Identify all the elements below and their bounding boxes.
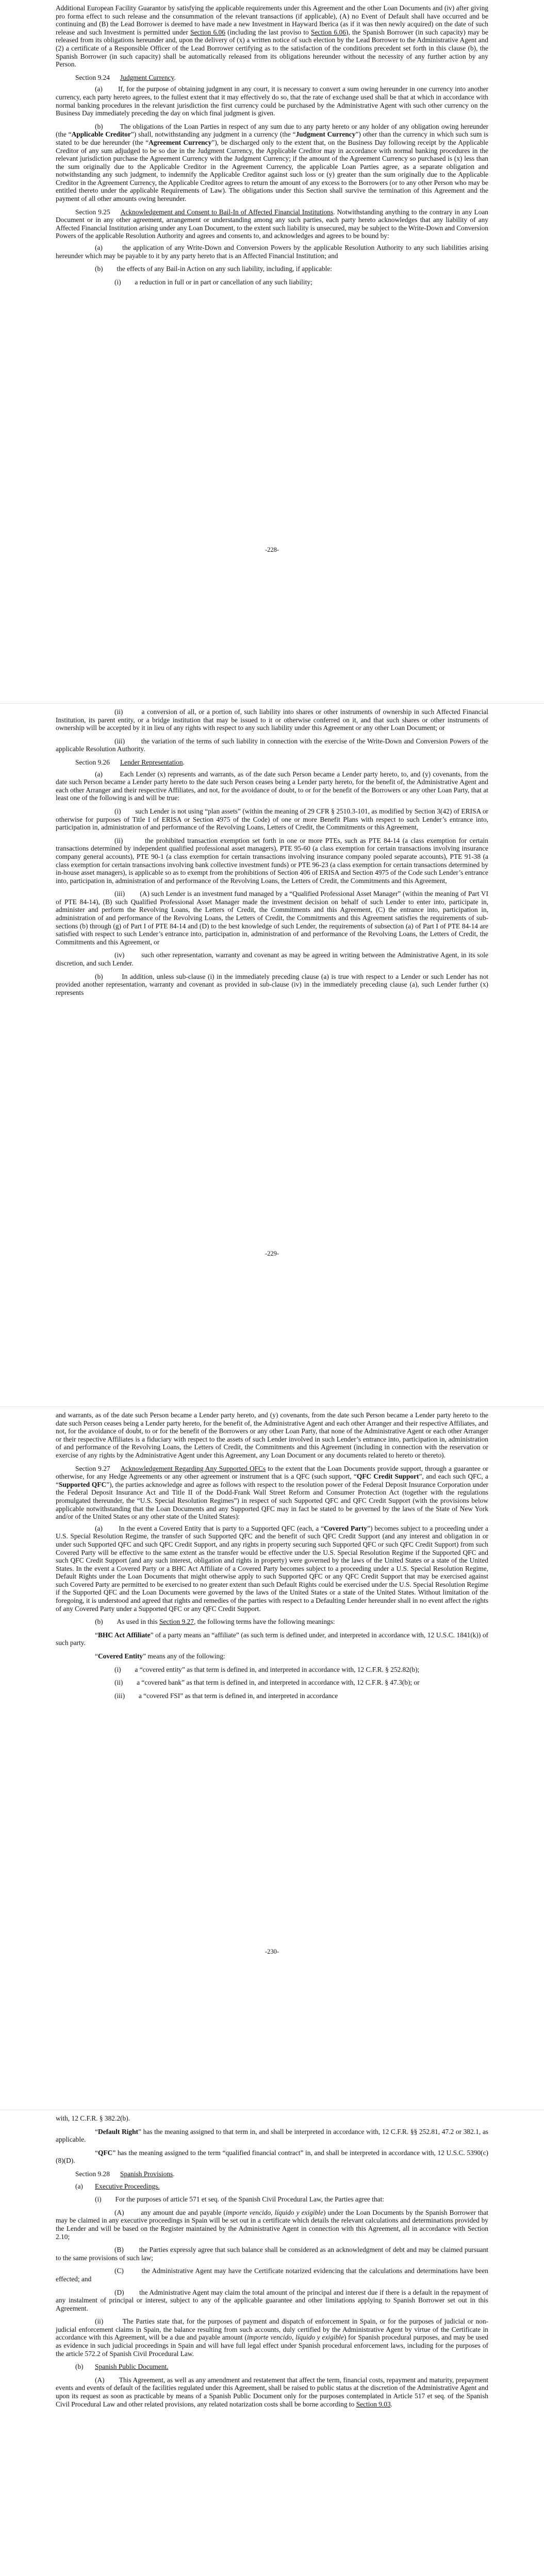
page-number: -229- <box>265 1250 279 1257</box>
paragraph: (iii) the variation of the terms of such liability in connection with the exercise of the Write-Down and Conversion Powers of the applicable Resolution Authority. <box>56 737 488 753</box>
document-page <box>0 703 544 1406</box>
paragraph: (b) In addition, unless sub-clause (i) in the immediately preceding clause (a) is true with respect to a Lender or such Lender has not provided another representation, warranty and covenant as provided in sub-clause (iv) in the immediately preceding clause (a), such Lender further (x) represents <box>56 972 488 996</box>
paragraph: (a) In the event a Covered Entity that is party to a Supported QFC (each, a “Covered Party”) becomes subject to a proceeding under a U.S. Special Resolution Regime, the transfer of such Supported QFC and the benefit of such QFC Credit Support (and any interest and obligation in or under such Supported QFC and such QFC Credit Support, and any rights in property securing such Supported QFC or such QFC Credit Support) from such Covered Party will be effective to the same extent as the transfer would be effective under the U.S. Special Resolution Regime if the Supported QFC and such QFC Credit Support (and any such interest, obligation and rights in property) were governed by the laws of the United States or a state of the United States. In the event a Covered Party or a BHC Act Affiliate of a Covered Party becomes subject to a proceeding under a U.S. Special Resolution Regime, Default Rights under the Loan Documents that might otherwise apply to such Supported QFC or any QFC Credit Support that may be exercised against such Covered Party are permitted to be exercised to no greater extent than such Default Rights could be exercised under the U.S. Special Resolution Regime if the Supported QFC and the Loan Documents were governed by the laws of the United States or a state of the United States. Without limitation of the foregoing, it is understood and agreed that rights and remedies of the parties with respect to a Defaulting Lender hereunder shall in no event affect the rights of any Covered Party under a Supported QFC or any QFC Credit Support. <box>56 1524 489 1613</box>
section-title: Acknowledgement and Consent to Bail-In of Affected Financial Institutions <box>120 208 334 216</box>
paragraph: (iii) (A) such Lender is an investment fund managed by a “Qualified Professional Asset Manager” (within the meaning of Part VI of PTE 84-14), (B) such Qualified Professional Asset Manager made the investment decision on behalf of such Lender to enter into, participate in, administer and perform the Revolving Loans, the Letters of Credit, the Commitments and this Agreement, (C) the entrance into, participation in, administration of and performance of the Revolving Loans, the Letters of Credit, the Commitments and this Agreement satisfies the requirements of sub-sections (b) through (g) of Part I of PTE 84-14 and (D) to the best knowledge of such Lender, the requirements of subsection (a) of Part I of PTE 84-14 are satisfied with respect to such Lender’s entrance into, participation in, administration of and performance of the Revolving Loans, the Letters of Credit, the Commitments and this Agreement, or <box>56 890 488 946</box>
document-page <box>0 2110 544 2576</box>
paragraph: (i) a “covered entity” as that term is defined in, and interpreted in accordance with, 12 C.F.R. § 252.82(b); <box>114 1665 420 1673</box>
paragraph: (a) the application of any Write-Down and Conversion Powers by the applicable Resolution Authority to any such liabilities arising hereunder which may be payable to it by any party hereto that is an Affected Financial Institution; and <box>56 244 488 260</box>
paragraph: (A) This Agreement, as well as any amendment and restatement that affect the term, financial costs, repayment and maturity, prepayment events and events of default of the facilities regulated under this Agreement, shall be raised to public status at the discretion of the Administrative Agent and upon its request as soon as practicable by means of a Spanish Public Document only for the purposes contemplated in Article 517 et seq. of the Spanish Civil Procedural Law and other related provisions, any related notarization costs shall be borne according to Section 9.03. <box>56 2376 488 2408</box>
section-heading-text: . <box>174 73 176 81</box>
paragraph: (D) the Administrative Agent may claim the total amount of the principal and interest due if there is a default in the repayment of any instalment of principal or interest, subject to any of the applicable guarantee and other limitations applying to Spanish Borrower set out in this Agreement. <box>56 2288 488 2312</box>
section-number: Section 9.24 <box>75 73 110 81</box>
paragraph: (ii) a “covered bank” as that term is defined in, and interpreted in accordance with, 12 C.F.R. § 47.3(b); or <box>114 1679 420 1687</box>
section-heading <box>56 758 488 767</box>
section-heading <box>56 1465 488 1521</box>
page-number: -230- <box>265 1948 279 1955</box>
paragraph: “QFC” has the meaning assigned to the term “qualified financial contract” in, and shall be interpreted in accordance with, 12 U.S.C. 5390(c)(8)(D). <box>56 2148 488 2165</box>
paragraph: (b) The obligations of the Loan Parties in respect of any sum due to any party hereto or any holder of any obligation owing hereunder (the “Applicable Creditor”) shall, notwithstanding any judgment in a currency (the “Judgment Currency”) other than the currency in which such sum is stated to be due hereunder (the “Agreement Currency”), be discharged only to the extent that, on the Business Day following receipt by the Applicable Creditor of any sum adjudged to be so due in the Judgment Currency, the Applicable Creditor may in accordance with normal banking procedures in the relevant jurisdiction purchase the Agreement Currency with the Judgment Currency; if the amount of the Agreement Currency so purchased is (x) less than the sum originally due to the Applicable Creditor in the Agreement Currency, the applicable Loan Parties agree, as a separate obligation and notwithstanding any such judgment, to indemnify the Applicable Creditor against such loss or (y) greater than the sum originally due to the Applicable Creditor in the Agreement Currency, the Applicable Creditor agrees to return the amount of any excess to the Borrowers (or to any other Person who may be entitled thereto under the applicable Requirements of Law). The obligations under this Section shall survive the termination of this Agreement and the payment of all other amounts owing hereunder. <box>56 122 489 203</box>
paragraph: (A) any amount due and payable (importe vencido, líquido y exigible) under the Loan Documents by the Spanish Borrower that may be claimed in any executive proceedings in Spain will be set out in a certificate which details the relevant calculations and determinations provided by the Lender and will be based on the Register maintained by the Administrative Agent in connection with this Agreement, all in accordance with Section 2.10; <box>56 2208 488 2241</box>
section-heading-text: . <box>183 758 185 766</box>
paragraph: (b) the effects of any Bail-in Action on any such liability, including, if applicable: <box>95 265 333 273</box>
paragraph: (B) the Parties expressly agree that such balance shall be considered as an acknowledgment of debt and may be claimed pursuant to the same provisions of such law; <box>56 2246 488 2262</box>
section-heading-text: . <box>173 2170 175 2178</box>
section-number: Section 9.28 <box>75 2170 110 2178</box>
paragraph: (i) such Lender is not using “plan assets” (within the meaning of 29 CFR § 2510.3-101, as modified by Section 3(42) of ERISA or otherwise for purposes of Title I of ERISA or Section 4975 of the Code) of one or more Benefit Plans with respect to such Lender’s entrance into, participation in, administration of and performance of the Revolving Loans, Letters of Credit, the Commitments or this Agreement, <box>56 807 488 832</box>
paragraph: (ii) a conversion of all, or a portion of, such liability into shares or other instruments of ownership in such Affected Financial Institution, its parent entity, or a bridge institution that may be issued to it or otherwise conferred on it, and that such shares or other instruments of ownership will be accepted by it in lieu of any rights with respect to any such liability under this Agreement or any other Loan Document; or <box>56 708 488 732</box>
paragraph: (i) For the purposes of article 571 et seq. of the Spanish Civil Procedural Law, the Parties agree that: <box>95 2195 385 2204</box>
subsection-heading <box>56 2182 488 2191</box>
paragraph: (iii) a “covered FSI” as that term is defined in, and interpreted in accordance <box>114 1691 338 1700</box>
section-heading <box>56 208 488 240</box>
section-heading <box>56 2170 488 2178</box>
section-title: Acknowledgement Regarding Any Supported QFCs <box>120 1464 266 1472</box>
paragraph: “BHC Act Affiliate” of a party means an “affiliate” (as such term is defined under, and interpreted in accordance with, 12 U.S.C. 1841(k)) of such party. <box>56 1631 489 1647</box>
paragraph: (C) the Administrative Agent may have the Certificate notarized evidencing that the calculations and determinations have been effected; and <box>56 2267 488 2283</box>
subsection-title: Executive Proceedings. <box>95 2182 160 2190</box>
subsection-heading <box>56 2363 488 2371</box>
paragraph: (ii) the prohibited transaction exemption set forth in one or more PTEs, such as PTE 84-14 (a class exemption for certain transactions determined by independent qualified professional asset managers), PTE 95-60 (a class exemption for certain transactions involving insurance company general accounts), PTE 90-1 (a class exemption for certain transactions involving insurance company pooled separate accounts), PTE 91-38 (a class exemption for certain transactions involving bank collective investment funds) or PTE 96-23 (a class exemption for certain transactions determined by in-house asset managers), is applicable so as to exempt from the prohibitions of Section 406 of ERISA and Section 4975 of the Code such Lender’s entrance into, participation in, administration of and performance of the Revolving Loans, the Letters of Credit, the Commitments and this Agreement, <box>56 836 488 885</box>
paragraph: (b) As used in this Section 9.27, the following terms have the following meanings: <box>95 1618 335 1626</box>
section-heading-text: to the extent that the Loan Documents provide support, through a guarantee or otherwise, for any Hedge Agreements or any other agreement or instrument that is a QFC (such support, “QFC Credit Support”, and each such QFC, a “Supported QFC”), the parties acknowledge and agree as follows with respect to the resolution power of the Federal Deposit Insurance Corporation under the Federal Deposit Insurance Act and Title II of the Dodd-Frank Wall Street Reform and Consumer Protection Act (together with the regulations promulgated thereunder, the “U.S. Special Resolution Regimes”) in respect of such Supported QFC and QFC Credit Support (with the provisions below applicable notwithstanding that the Loan Documents and any Supported QFC may in fact be stated to be governed by the laws of the State of New York and/or of the United States or any other state of the United States): <box>56 1464 489 1521</box>
page-number: -228- <box>265 546 279 553</box>
paragraph: “Default Right” has the meaning assigned to that term in, and shall be interpreted in accordance with, 12 C.F.R. §§ 252.81, 47.2 or 382.1, as applicable. <box>56 2127 488 2144</box>
paragraph: (ii) The Parties state that, for the purposes of payment and dispatch of enforcement in Spain, or for the purposes of judicial or non-judicial enforcement claims in Spain, the balance resulting from such accounts, duly certified by the Administrative Agent by virtue of the Certificate in accordance with this Agreement, will be a due and payable amount (importe vencido, líquido y exigible) for Spanish procedural purposes, and may be used as evidence in such judicial proceedings in Spain and will have full legal effect under Spanish procedural enforcement laws, including for the purposes of the article 572.2 of Spanish Civil Procedural Law. <box>56 2317 488 2358</box>
subsection-title: Spanish Public Document. <box>95 2363 169 2371</box>
section-heading <box>56 74 488 82</box>
section-heading-text: . Notwithstanding anything to the contrary in any Loan Document or in any other agreement, arrangement or understanding among any such parties, each party hereto acknowledges that any liability of any Affected Financial Institution arising under any Loan Document, to the extent such liability is unsecured, may be subject to the Write-Down and Conversion Powers of the applicable Resolution Authority and agrees and consents to, and acknowledges and agrees to be bound by: <box>56 208 488 240</box>
paragraph: Additional European Facility Guarantor by satisfying the applicable requirements under this Agreement and the other Loan Documents and (iv) after giving pro forma effect to such release and the consummation of the relevant transactions (if applicable), (A) no Event of Default shall have occurred and be continuing and (B) the Lead Borrower is deemed to have made a new Investment in Hayward Iberica (as if it was then newly acquired) on the date of such release and such Investment is permitted under Section 6.06 (including the last proviso to Section 6.06), the Spanish Borrower (in such capacity) may be released from its obligations hereunder and, upon the delivery of (x) a written notice of such election by the Lead Borrower to the Administrative Agent and (2) a certificate of a Responsible Officer of the Lead Borrower certifying as to the satisfaction of the conditions precedent set forth in this clause (b), the Spanish Borrower (in such capacity) shall be automatically released from its obligations hereunder without the necessity of any further action by any Person. <box>56 4 488 69</box>
document-page <box>0 1406 544 2110</box>
paragraph: (a) Each Lender (x) represents and warrants, as of the date such Person became a Lender party hereto, to, and (y) covenants, from the date such Person became a Lender party hereto to the date such Person ceases being a Lender party hereto, for the benefit of, the Administrative Agent and each other Arranger and their respective Affiliates, and not, for the avoidance of doubt, to or for the benefit of the Borrowers or any other Loan Party, that at least one of the following is and will be true: <box>56 770 488 802</box>
section-title: Judgment Currency <box>120 73 174 81</box>
paragraph: (iv) such other representation, warranty and covenant as may be agreed in writing between the Administrative Agent, in its sole discretion, and such Lender. <box>56 951 488 968</box>
section-number: Section 9.25 <box>75 208 110 216</box>
document-page <box>0 0 544 703</box>
paragraph: with, 12 C.F.R. § 382.2(b). <box>56 2114 130 2122</box>
paragraph: “Covered Entity” means any of the following: <box>95 1652 225 1660</box>
subsection-label: (a) <box>75 2182 83 2190</box>
paragraph: (i) a reduction in full or in part or cancellation of any such liability; <box>114 278 312 286</box>
paragraph: and warrants, as of the date such Person became a Lender party hereto, and (y) covenants, from the date such Person became a Lender party hereto to the date such Person ceases being a Lender party hereto, for the benefit of, the Administrative Agent and each other Arranger and their respective Affiliates, and not, for the avoidance of doubt, to or for the benefit of the Borrowers or any other Loan Party, that none of the Administrative Agent or each other Arranger or their respective Affiliates is a fiduciary with respect to the assets of such Lender involved in such Lender’s entrance into, participation in, administration of and performance of the Revolving Loans, the Letters of Credit, the Commitments and this Agreement (including in connection with the reservation or exercise of any rights by the Administrative Agent under this Agreement, any Loan Document or any documents related to hereto or thereto). <box>56 1411 488 1459</box>
section-title: Spanish Provisions <box>120 2170 173 2178</box>
section-title: Lender Representation <box>120 758 183 766</box>
subsection-label: (b) <box>75 2363 84 2371</box>
section-number: Section 9.26 <box>75 758 110 766</box>
section-number: Section 9.27 <box>75 1464 110 1472</box>
paragraph: (a) If, for the purpose of obtaining judgment in any court, it is necessary to convert a sum owing hereunder in one currency into another currency, each party hereto agrees, to the fullest extent that it may effectively do so, that the rate of exchange used shall be that at which in accordance with normal banking procedures in the relevant jurisdiction the first currency could be purchased by the Administrative Agent with such other currency on the Business Day immediately preceding the day on which final judgment is given. <box>56 85 488 117</box>
